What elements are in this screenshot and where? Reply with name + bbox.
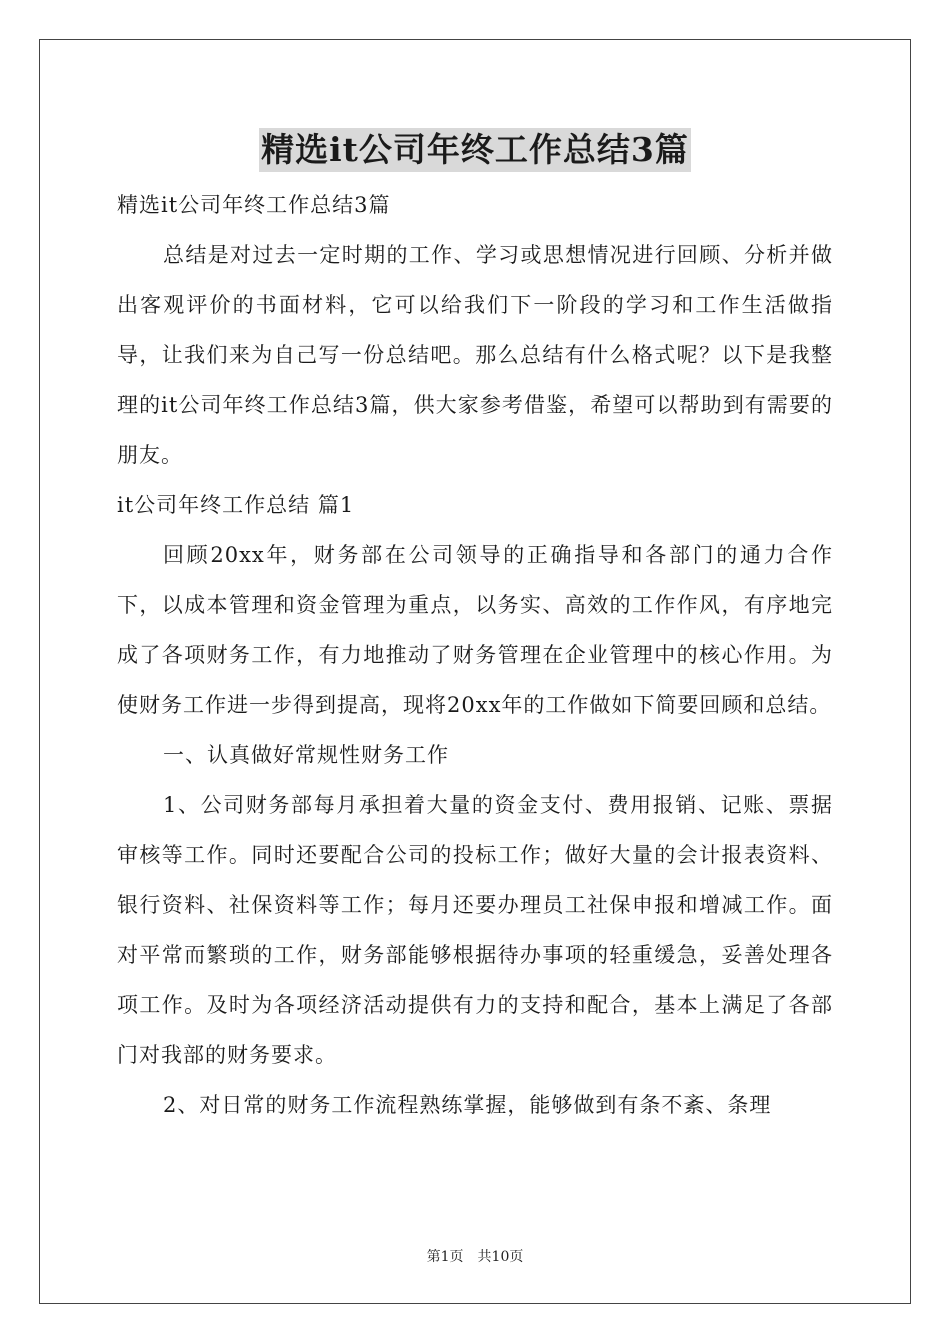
page-title: 精选it公司年终工作总结3篇 [259,128,691,172]
paragraph: 1、公司财务部每月承担着大量的资金支付、费用报销、记账、票据审核等工作。同时还要配合公司的投标工作；做好大量的会计报表资料、银行资料、社保资料等工作；每月还要办理员工社保申报和增减工作。面对平常而繁琐的工作，财务部能够根据待办事项的轻重缓急，妥善处理各项工作。及时为各项经济活动提供有力的支持和配合，基本上满足了各部门对我部的财务要求。 [117,793,833,1067]
subsection-heading: 一、认真做好常规性财务工作 [163,743,449,767]
paragraph: 2、对日常的财务工作流程熟练掌握，能够做到有条不紊、条理 [163,1093,772,1117]
section-heading: it公司年终工作总结 篇1 [117,493,355,517]
paragraph: 总结是对过去一定时期的工作、学习或思想情况进行回顾、分析并做出客观评价的书面材料，它可以给我们下一阶段的学习和工作生活做指导，让我们来为自己写一份总结吧。那么总结有什么格式呢？以下是我整理的it公司年终工作总结3篇，供大家参考借鉴，希望可以帮助到有需要的朋友。 [117,243,833,467]
page-total: 共10页 [477,1249,524,1265]
paragraph: 回顾20xx年，财务部在公司领导的正确指导和各部门的通力合作下，以成本管理和资金管理为重点，以务实、高效的工作作风，有序地完成了各项财务工作，有力地推动了财务管理在企业管理中的核心作用。为使财务工作进一步得到提高，现将20xx年的工作做如下简要回顾和总结。 [117,543,833,717]
page-footer [0,1247,950,1267]
paragraph: 精选it公司年终工作总结3篇 [117,193,391,217]
title-wrap [0,128,950,172]
document-body [117,180,833,1130]
page-number: 第1页 [426,1249,464,1265]
